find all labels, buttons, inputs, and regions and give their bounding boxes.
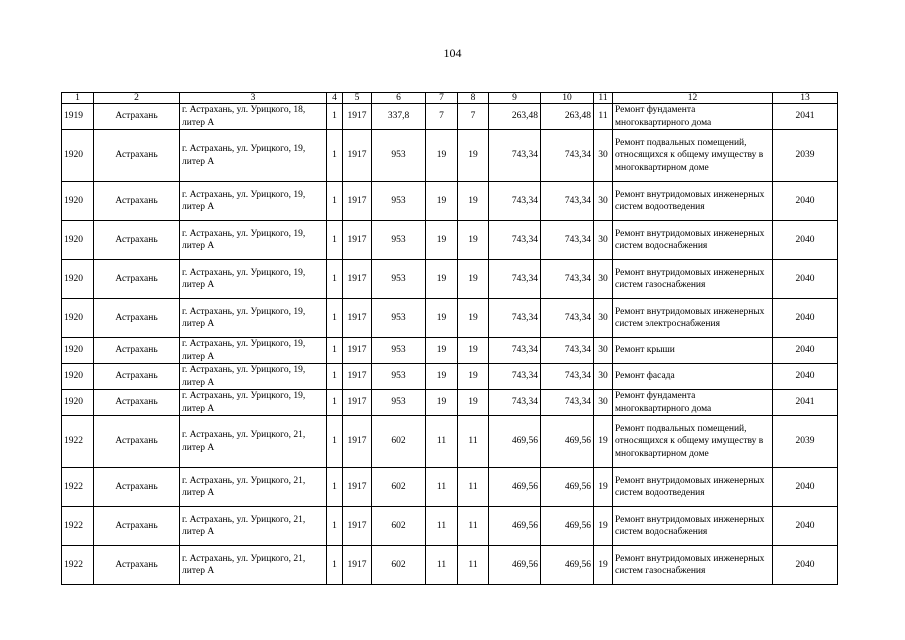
col7-cell: 11 (426, 416, 458, 468)
col8-cell: 19 (458, 221, 489, 260)
column-number-11: 11 (594, 93, 613, 104)
row-id: 1919 (62, 104, 94, 130)
area-cell: 953 (372, 182, 426, 221)
area-cell: 337,8 (372, 104, 426, 130)
work-type-cell: Ремонт внутридомовых инженерных систем водоотведения (613, 468, 773, 507)
col8-cell: 19 (458, 390, 489, 416)
col4-cell: 1 (327, 468, 343, 507)
col9-cell: 743,34 (489, 260, 541, 299)
area-cell: 602 (372, 546, 426, 585)
address-cell: г. Астрахань, ул. Урицкого, 18, литер А (180, 104, 327, 130)
col10-cell: 469,56 (541, 468, 594, 507)
city-cell: Астрахань (94, 299, 180, 338)
col4-cell: 1 (327, 182, 343, 221)
address-cell: г. Астрахань, ул. Урицкого, 19, литер А (180, 130, 327, 182)
col11-cell: 11 (594, 104, 613, 130)
year-cell: 1917 (343, 104, 372, 130)
col10-cell: 469,56 (541, 507, 594, 546)
work-type-cell: Ремонт внутридомовых инженерных систем водоотведения (613, 182, 773, 221)
table-row (62, 416, 838, 468)
col11-cell: 19 (594, 468, 613, 507)
col11-cell: 30 (594, 364, 613, 390)
work-type-cell: Ремонт внутридомовых инженерных систем водоснабжения (613, 507, 773, 546)
city-cell: Астрахань (94, 507, 180, 546)
work-type-cell: Ремонт фундамента многоквартирного дома (613, 104, 773, 130)
city-cell: Астрахань (94, 104, 180, 130)
col4-cell: 1 (327, 104, 343, 130)
col11-cell: 30 (594, 299, 613, 338)
col8-cell: 19 (458, 364, 489, 390)
page-number: 104 (443, 46, 462, 60)
col10-cell: 469,56 (541, 546, 594, 585)
col7-cell: 19 (426, 130, 458, 182)
col4-cell: 1 (327, 546, 343, 585)
col4-cell: 1 (327, 507, 343, 546)
col4-cell: 1 (327, 299, 343, 338)
col4-cell: 1 (327, 416, 343, 468)
year-cell: 1917 (343, 221, 372, 260)
area-cell: 953 (372, 260, 426, 299)
col4-cell: 1 (327, 221, 343, 260)
table-row (62, 507, 838, 546)
col8-cell: 7 (458, 104, 489, 130)
address-cell: г. Астрахань, ул. Урицкого, 21, литер А (180, 546, 327, 585)
plan-year-cell: 2040 (773, 364, 838, 390)
city-cell: Астрахань (94, 182, 180, 221)
col8-cell: 19 (458, 130, 489, 182)
area-cell: 953 (372, 221, 426, 260)
col9-cell: 743,34 (489, 364, 541, 390)
plan-year-cell: 2040 (773, 468, 838, 507)
column-number-13: 13 (773, 93, 838, 104)
year-cell: 1917 (343, 299, 372, 338)
col10-cell: 469,56 (541, 416, 594, 468)
table-row (62, 130, 838, 182)
col4-cell: 1 (327, 390, 343, 416)
address-cell: г. Астрахань, ул. Урицкого, 19, литер А (180, 338, 327, 364)
column-number-row (62, 93, 838, 104)
col11-cell: 30 (594, 130, 613, 182)
col4-cell: 1 (327, 260, 343, 299)
col11-cell: 30 (594, 260, 613, 299)
work-type-cell: Ремонт подвальных помещений, относящихся к общему имуществу в многоквартирном доме (613, 416, 773, 468)
col11-cell: 30 (594, 182, 613, 221)
table-row (62, 221, 838, 260)
work-type-cell: Ремонт внутридомовых инженерных систем водоснабжения (613, 221, 773, 260)
year-cell: 1917 (343, 260, 372, 299)
row-id: 1920 (62, 390, 94, 416)
row-id: 1920 (62, 299, 94, 338)
col4-cell: 1 (327, 338, 343, 364)
table-row (62, 468, 838, 507)
area-cell: 953 (372, 130, 426, 182)
plan-year-cell: 2039 (773, 416, 838, 468)
work-type-cell: Ремонт фундамента многоквартирного дома (613, 390, 773, 416)
row-id: 1920 (62, 364, 94, 390)
col11-cell: 19 (594, 546, 613, 585)
col10-cell: 743,34 (541, 364, 594, 390)
area-cell: 953 (372, 390, 426, 416)
col9-cell: 469,56 (489, 416, 541, 468)
table-row (62, 182, 838, 221)
col11-cell: 30 (594, 338, 613, 364)
col8-cell: 19 (458, 338, 489, 364)
city-cell: Астрахань (94, 364, 180, 390)
column-number-9: 9 (489, 93, 541, 104)
table-row (62, 299, 838, 338)
col7-cell: 19 (426, 221, 458, 260)
column-number-4: 4 (327, 93, 343, 104)
col8-cell: 19 (458, 182, 489, 221)
work-type-cell: Ремонт крыши (613, 338, 773, 364)
row-id: 1922 (62, 507, 94, 546)
area-cell: 602 (372, 468, 426, 507)
col11-cell: 30 (594, 221, 613, 260)
plan-year-cell: 2040 (773, 182, 838, 221)
year-cell: 1917 (343, 416, 372, 468)
city-cell: Астрахань (94, 338, 180, 364)
col7-cell: 19 (426, 338, 458, 364)
year-cell: 1917 (343, 364, 372, 390)
col7-cell: 19 (426, 182, 458, 221)
work-type-cell: Ремонт подвальных помещений, относящихся к общему имуществу в многоквартирном доме (613, 130, 773, 182)
column-number-5: 5 (343, 93, 372, 104)
row-id: 1920 (62, 182, 94, 221)
col8-cell: 11 (458, 468, 489, 507)
row-id: 1920 (62, 130, 94, 182)
area-cell: 602 (372, 416, 426, 468)
col9-cell: 469,56 (489, 468, 541, 507)
address-cell: г. Астрахань, ул. Урицкого, 21, литер А (180, 416, 327, 468)
table-row (62, 338, 838, 364)
column-number-3: 3 (180, 93, 327, 104)
col8-cell: 11 (458, 416, 489, 468)
plan-year-cell: 2040 (773, 546, 838, 585)
city-cell: Астрахань (94, 416, 180, 468)
col8-cell: 11 (458, 546, 489, 585)
address-cell: г. Астрахань, ул. Урицкого, 19, литер А (180, 182, 327, 221)
table-row (62, 260, 838, 299)
col10-cell: 743,34 (541, 299, 594, 338)
area-cell: 953 (372, 299, 426, 338)
area-cell: 602 (372, 507, 426, 546)
row-id: 1920 (62, 221, 94, 260)
year-cell: 1917 (343, 546, 372, 585)
row-id: 1922 (62, 546, 94, 585)
col10-cell: 743,34 (541, 130, 594, 182)
col11-cell: 19 (594, 507, 613, 546)
col10-cell: 743,34 (541, 182, 594, 221)
col10-cell: 263,48 (541, 104, 594, 130)
year-cell: 1917 (343, 130, 372, 182)
table-row (62, 390, 838, 416)
table-body (62, 93, 838, 585)
col7-cell: 19 (426, 364, 458, 390)
col10-cell: 743,34 (541, 260, 594, 299)
col9-cell: 743,34 (489, 221, 541, 260)
city-cell: Астрахань (94, 546, 180, 585)
work-type-cell: Ремонт внутридомовых инженерных систем электроснабжения (613, 299, 773, 338)
plan-year-cell: 2040 (773, 221, 838, 260)
col7-cell: 11 (426, 468, 458, 507)
registry-table (61, 92, 838, 585)
column-number-10: 10 (541, 93, 594, 104)
col4-cell: 1 (327, 130, 343, 182)
col9-cell: 743,34 (489, 299, 541, 338)
row-id: 1922 (62, 468, 94, 507)
col8-cell: 19 (458, 260, 489, 299)
col10-cell: 743,34 (541, 338, 594, 364)
column-number-7: 7 (426, 93, 458, 104)
year-cell: 1917 (343, 468, 372, 507)
col7-cell: 7 (426, 104, 458, 130)
col10-cell: 743,34 (541, 221, 594, 260)
address-cell: г. Астрахань, ул. Урицкого, 19, литер А (180, 364, 327, 390)
year-cell: 1917 (343, 338, 372, 364)
year-cell: 1917 (343, 182, 372, 221)
address-cell: г. Астрахань, ул. Урицкого, 19, литер А (180, 260, 327, 299)
city-cell: Астрахань (94, 130, 180, 182)
col9-cell: 469,56 (489, 507, 541, 546)
col9-cell: 743,34 (489, 338, 541, 364)
address-cell: г. Астрахань, ул. Урицкого, 19, литер А (180, 390, 327, 416)
plan-year-cell: 2040 (773, 338, 838, 364)
col11-cell: 19 (594, 416, 613, 468)
city-cell: Астрахань (94, 468, 180, 507)
col7-cell: 19 (426, 260, 458, 299)
plan-year-cell: 2040 (773, 507, 838, 546)
col9-cell: 743,34 (489, 130, 541, 182)
area-cell: 953 (372, 364, 426, 390)
column-number-8: 8 (458, 93, 489, 104)
area-cell: 953 (372, 338, 426, 364)
column-number-2: 2 (94, 93, 180, 104)
work-type-cell: Ремонт внутридомовых инженерных систем газоснабжения (613, 546, 773, 585)
address-cell: г. Астрахань, ул. Урицкого, 21, литер А (180, 507, 327, 546)
col7-cell: 11 (426, 507, 458, 546)
col4-cell: 1 (327, 364, 343, 390)
column-number-12: 12 (613, 93, 773, 104)
row-id: 1920 (62, 260, 94, 299)
col8-cell: 11 (458, 507, 489, 546)
column-number-1: 1 (62, 93, 94, 104)
col9-cell: 743,34 (489, 182, 541, 221)
year-cell: 1917 (343, 507, 372, 546)
address-cell: г. Астрахань, ул. Урицкого, 19, литер А (180, 299, 327, 338)
plan-year-cell: 2040 (773, 299, 838, 338)
address-cell: г. Астрахань, ул. Урицкого, 19, литер А (180, 221, 327, 260)
col8-cell: 19 (458, 299, 489, 338)
col7-cell: 19 (426, 390, 458, 416)
table-row (62, 364, 838, 390)
table-row (62, 546, 838, 585)
year-cell: 1917 (343, 390, 372, 416)
plan-year-cell: 2040 (773, 260, 838, 299)
col9-cell: 743,34 (489, 390, 541, 416)
row-id: 1920 (62, 338, 94, 364)
col9-cell: 469,56 (489, 546, 541, 585)
plan-year-cell: 2039 (773, 130, 838, 182)
row-id: 1922 (62, 416, 94, 468)
column-number-6: 6 (372, 93, 426, 104)
city-cell: Астрахань (94, 390, 180, 416)
work-type-cell: Ремонт фасада (613, 364, 773, 390)
col7-cell: 11 (426, 546, 458, 585)
work-type-cell: Ремонт внутридомовых инженерных систем газоснабжения (613, 260, 773, 299)
col11-cell: 30 (594, 390, 613, 416)
table-row (62, 104, 838, 130)
col10-cell: 743,34 (541, 390, 594, 416)
col9-cell: 263,48 (489, 104, 541, 130)
plan-year-cell: 2041 (773, 104, 838, 130)
address-cell: г. Астрахань, ул. Урицкого, 21, литер А (180, 468, 327, 507)
col7-cell: 19 (426, 299, 458, 338)
city-cell: Астрахань (94, 260, 180, 299)
plan-year-cell: 2041 (773, 390, 838, 416)
city-cell: Астрахань (94, 221, 180, 260)
